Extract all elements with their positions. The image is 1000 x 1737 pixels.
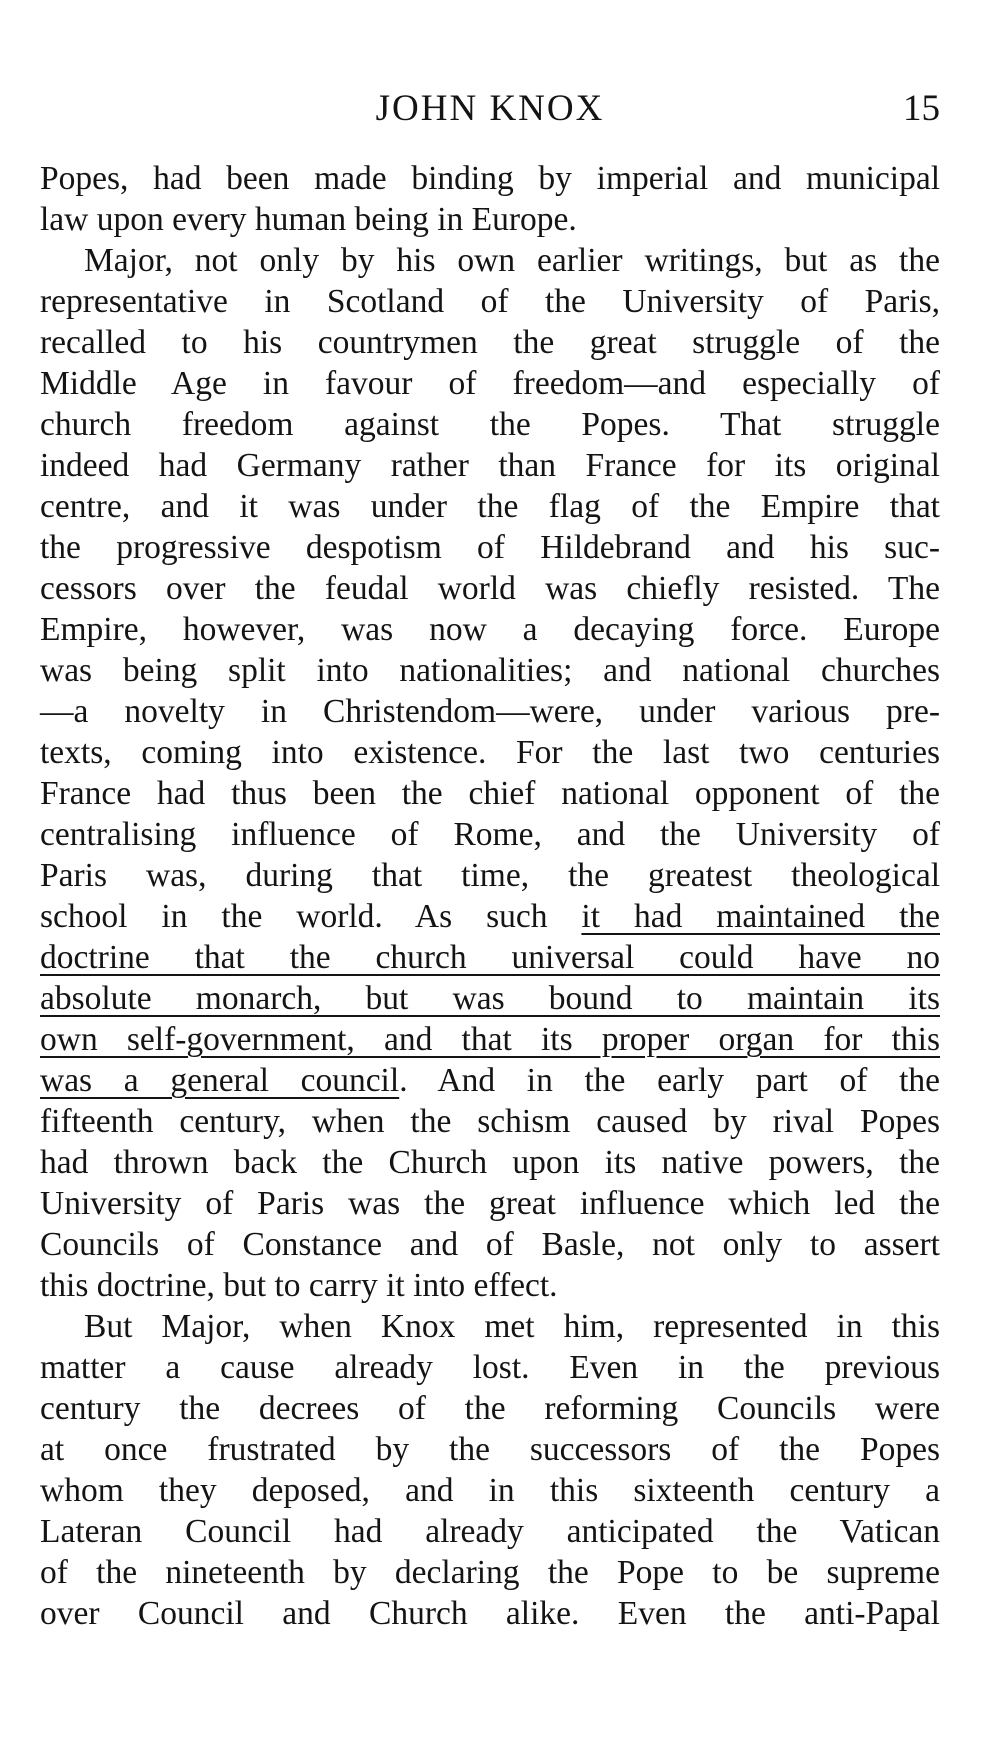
text-line — [40, 281, 940, 322]
text-line — [40, 1183, 940, 1224]
text-span: over Council and Church alike. Even the anti-Papal — [40, 1595, 940, 1632]
text-span: fifteenth century, when the schism caused by rival Popes — [40, 1103, 940, 1140]
text-span: centralising influence of Rome, and the University of — [40, 816, 940, 853]
underlined-text: own self-government, and that its proper organ for this — [40, 1021, 940, 1058]
text-line — [40, 814, 940, 855]
underlined-text: absolute monarch, but was bound to maintain its — [40, 980, 940, 1017]
text-span: texts, coming into existence. For the last two centuries — [40, 734, 940, 771]
text-line — [40, 1060, 940, 1101]
text-span: centre, and it was under the flag of the Empire that — [40, 488, 940, 525]
running-head-title: JOHN KNOX — [375, 88, 605, 129]
text-line — [40, 773, 940, 814]
text-span: —a novelty in Christendom—were, under various pre- — [40, 693, 940, 730]
text-span: Middle Age in favour of freedom—and especially of — [40, 365, 940, 402]
running-head — [40, 84, 940, 134]
text-line — [40, 1101, 940, 1142]
text-span: France had thus been the chief national opponent of the — [40, 775, 940, 812]
text-span: cessors over the feudal world was chiefly resisted. The — [40, 570, 940, 607]
text-line — [40, 732, 940, 773]
text-line — [40, 404, 940, 445]
underlined-text: was a general council — [40, 1062, 400, 1099]
text-line — [40, 527, 940, 568]
text-span: Councils of Constance and of Basle, not only to assert — [40, 1226, 940, 1263]
text-span: at once frustrated by the successors of the Popes — [40, 1431, 940, 1468]
text-line — [40, 978, 940, 1019]
text-span: Popes, had been made binding by imperial and municipal — [40, 160, 940, 197]
text-line — [40, 322, 940, 363]
text-line — [40, 896, 940, 937]
text-span: indeed had Germany rather than France for its original — [40, 447, 940, 484]
text-span: of the nineteenth by declaring the Pope to be supreme — [40, 1554, 940, 1591]
page-number: 15 — [903, 88, 940, 129]
text-line — [40, 1388, 940, 1429]
text-line — [40, 158, 940, 199]
text-line — [40, 1429, 940, 1470]
text-line — [40, 855, 940, 896]
text-span: the progressive despotism of Hildebrand and his suc- — [40, 529, 940, 566]
text-line — [40, 445, 940, 486]
text-line — [40, 1019, 940, 1060]
text-span: recalled to his countrymen the great struggle of the — [40, 324, 940, 361]
text-line — [40, 363, 940, 404]
text-line — [40, 609, 940, 650]
text-line — [40, 240, 940, 281]
text-span: church freedom against the Popes. That struggle — [40, 406, 940, 443]
text-line — [40, 1265, 940, 1306]
text-span: law upon every human being in Europe. — [40, 201, 577, 238]
body-text — [40, 158, 940, 1634]
text-line — [40, 650, 940, 691]
text-span: century the decrees of the reforming Councils were — [40, 1390, 940, 1427]
text-span: whom they deposed, and in this sixteenth century a — [40, 1472, 940, 1509]
text-line — [40, 1470, 940, 1511]
text-line — [40, 1306, 940, 1347]
text-span: But Major, when Knox met him, represented in this — [84, 1308, 940, 1345]
text-line — [40, 691, 940, 732]
text-span: . And in the early part of the — [399, 1062, 941, 1099]
text-line — [40, 1593, 940, 1634]
text-span: Paris was, during that time, the greatest theological — [40, 857, 940, 894]
text-line — [40, 568, 940, 609]
underlined-text: it had maintained the — [581, 898, 940, 935]
text-line — [40, 937, 940, 978]
text-line — [40, 1511, 940, 1552]
underlined-text: doctrine that the church universal could have no — [40, 939, 940, 976]
text-line — [40, 1224, 940, 1265]
text-line — [40, 1142, 940, 1183]
text-span: matter a cause already lost. Even in the previous — [40, 1349, 940, 1386]
text-line — [40, 486, 940, 527]
text-span: University of Paris was the great influence which led the — [40, 1185, 940, 1222]
text-span: was being split into nationalities; and national churches — [40, 652, 940, 689]
text-span: had thrown back the Church upon its native powers, the — [40, 1144, 940, 1181]
text-span: school in the world. As such — [40, 898, 582, 935]
text-span: Major, not only by his own earlier writings, but as the — [84, 242, 940, 279]
text-span: Empire, however, was now a decaying force. Europe — [40, 611, 940, 648]
text-line — [40, 199, 940, 240]
text-span: this doctrine, but to carry it into effect. — [40, 1267, 558, 1304]
text-span: representative in Scotland of the University of Paris, — [40, 283, 940, 320]
text-line — [40, 1552, 940, 1593]
text-line — [40, 1347, 940, 1388]
text-span: Lateran Council had already anticipated the Vatican — [40, 1513, 940, 1550]
